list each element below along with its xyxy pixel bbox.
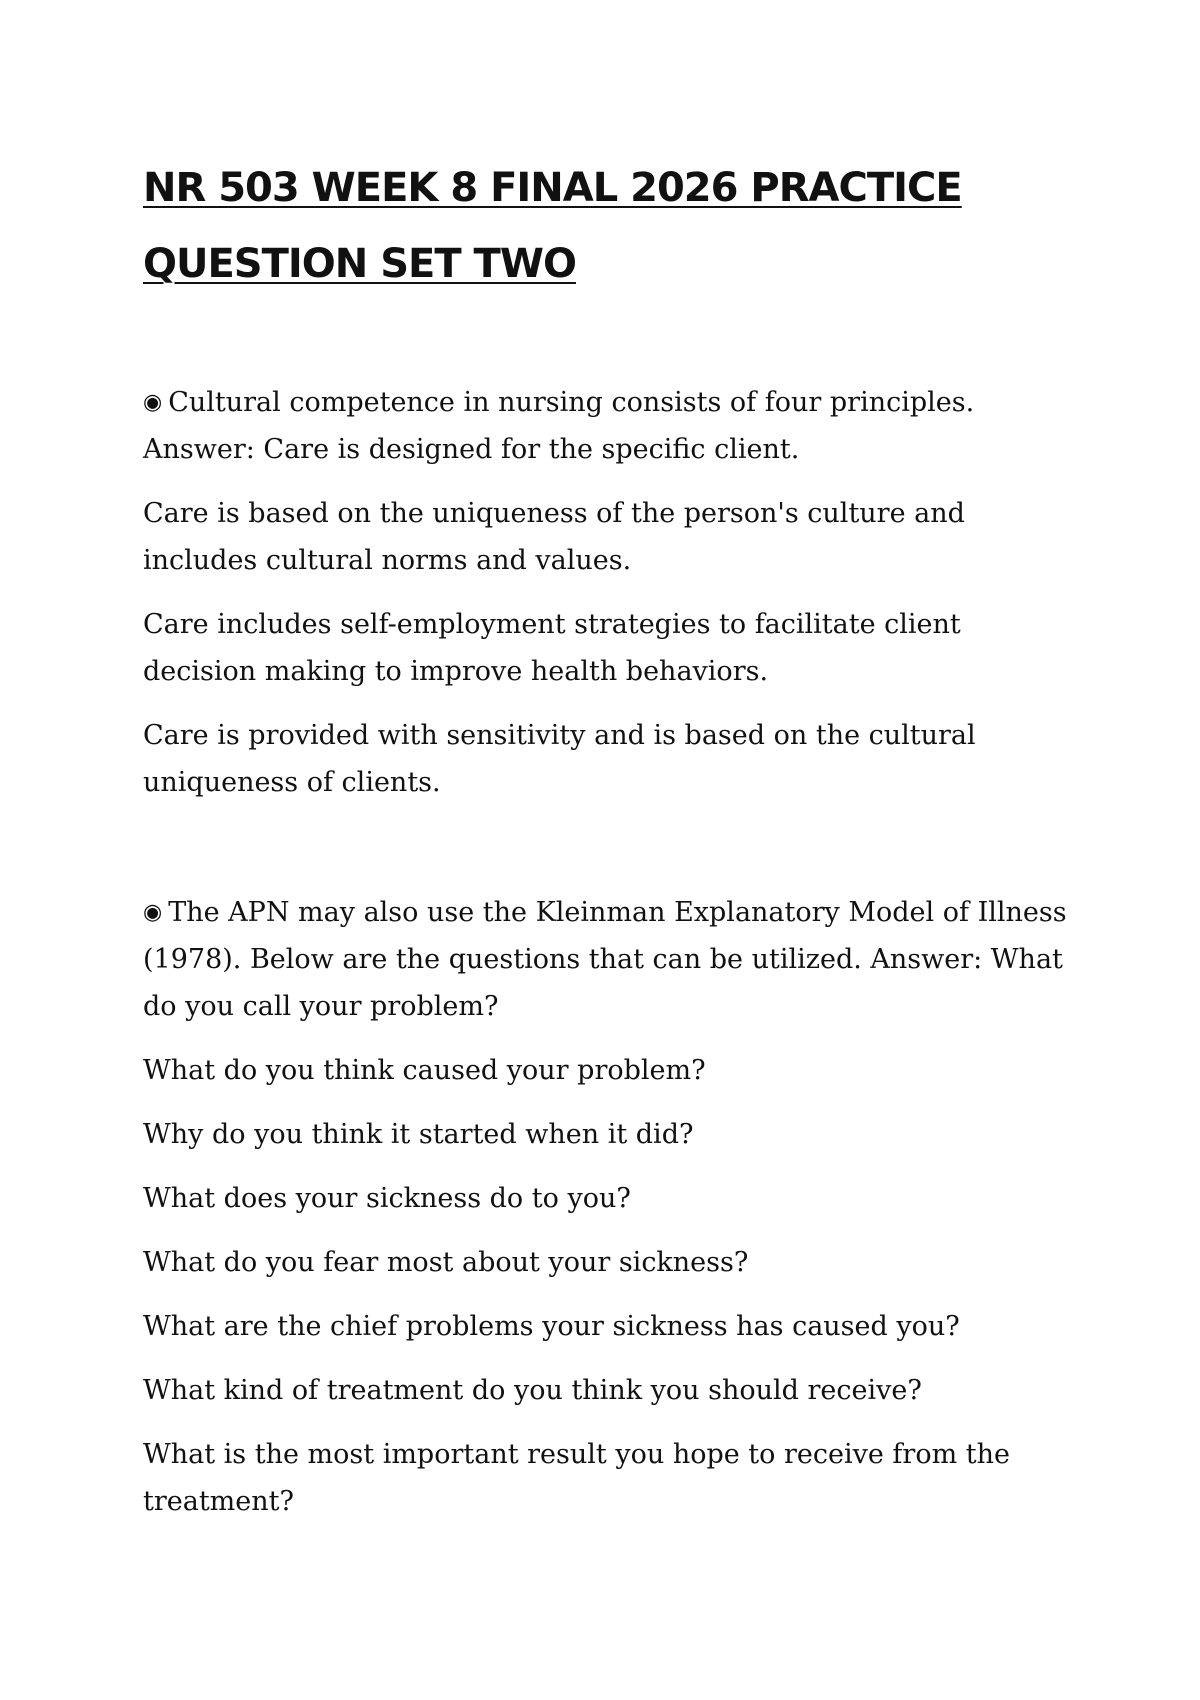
question-2-line-7: What is the most important result you hope to receive from the treatment? [143,1439,1010,1517]
question-2-line-2: Why do you think it started when it did? [143,1119,694,1150]
question-1-line-1: Care is based on the uniqueness of the person's culture and includes cultural norms and values. [143,498,965,576]
question-1-line-2: Care includes self-employment strategies to facilitate client decision making to improve health behaviors. [143,609,961,687]
question-2-line-3: What does your sickness do to you? [143,1183,631,1214]
question-1-stem: ◉ Cultural competence in nursing consists of four principles. Answer: Care is designed for the specific client. [143,379,1073,473]
document-title-line-1: NR 503 WEEK 8 FINAL 2026 PRACTICE [143,165,962,211]
radio-bullet-icon: ◉ [143,900,163,925]
radio-bullet-icon: ◉ [143,390,163,415]
question-1-line-3: Care is provided with sensitivity and is based on the cultural uniqueness of clients. [143,720,976,798]
question-2-line-1: What do you think caused your problem? [143,1055,706,1086]
document-title-line-2: QUESTION SET TWO [143,241,576,287]
question-2-line-6: What kind of treatment do you think you should receive? [143,1375,922,1406]
question-block-1 [143,379,1073,823]
question-2-line-5: What are the chief problems your sickness has caused you? [143,1311,960,1342]
document-title [143,150,1103,302]
question-2-stem: ◉ The APN may also use the Kleinman Explanatory Model of Illness (1978). Below are the questions that can be utilized. Answer: What do you call your problem? [143,889,1073,1030]
question-block-2 [143,889,1073,1542]
question-2-line-4: What do you fear most about your sickness? [143,1247,749,1278]
